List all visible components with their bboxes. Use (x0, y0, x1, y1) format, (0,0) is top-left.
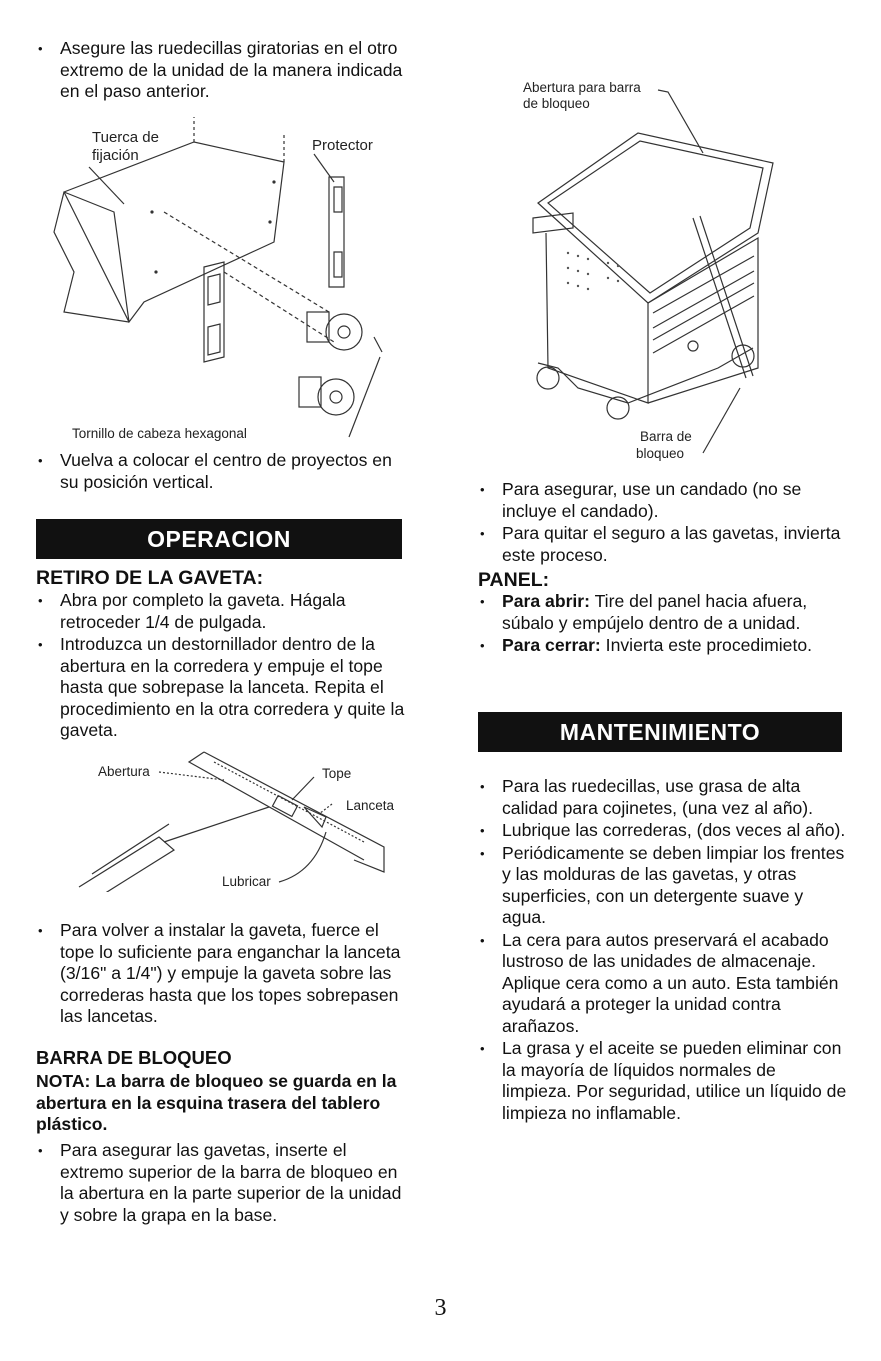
protector-right (329, 177, 344, 287)
panel-close-label: Para cerrar: (502, 635, 601, 655)
panel-close-text: Invierta este procedimieto. (600, 635, 813, 655)
list-item: • Lubrique las correderas, (dos veces al año). (478, 820, 850, 842)
list-item: • Introduzca un destornillador dentro de la abertura en la corredera y empuje el tope hasta que sobrepase la lanceta. Repita el procedimiento en la otra corredera y quite la gaveta. (36, 634, 408, 742)
cabinet-top-edge (194, 117, 284, 162)
nut-label-line1: Tuerca de (92, 129, 159, 146)
stop-label: Tope (322, 766, 352, 781)
list-item: • Para quitar el seguro a las gavetas, invierta este proceso. (478, 523, 850, 566)
cart-top-inner (548, 141, 763, 293)
nut-leader (89, 167, 124, 204)
caster-upper (307, 312, 362, 350)
panel-open-text: Tire del panel hacia afuera, súbalo y empújelo dentro de a unidad. (502, 591, 808, 633)
list-item: • Vuelva a colocar el centro de proyectos en su posición vertical. (36, 450, 408, 493)
cabinet-broken-edge (54, 192, 129, 322)
drawer-slide-figure (64, 742, 394, 892)
after-figure1-list (36, 450, 408, 494)
lance-leader (319, 804, 332, 814)
panel-list (478, 591, 850, 658)
list-item: • La cera para autos preservará el acabado lustroso de las unidades de almacenaje. Aplique cera como a un auto. Esta también ayudará a proteger la unidad contra arañazos. (478, 930, 850, 1038)
list-item: • Para volver a instalar la gaveta, fuerce el tope lo suficiente para enganchar la lanceta (3/16" a 1/4") y empuje la gaveta sobre las correderas hasta que los topes sobrepasen las lancetas. (36, 920, 408, 1028)
retiro-title: RETIRO DE LA GAVETA: (36, 567, 264, 589)
screwdriver-handle (79, 837, 174, 892)
list-item (478, 591, 850, 634)
mantenimiento-header: MANTENIMIENTO (478, 712, 842, 752)
barra-list (36, 1140, 408, 1227)
page-number: 3 (434, 1295, 447, 1321)
panel-open-label: Para abrir: (502, 591, 591, 611)
maintenance-list (478, 776, 850, 1125)
list-item: • Para asegurar las gavetas, inserte el extremo superior de la barra de bloqueo en la abertura en la parte superior de la unidad y sobre la grapa en la base. (36, 1140, 408, 1226)
list-item: • Periódicamente se deben limpiar los frentes y las molduras de las gavetas, y otras superficies, con un detergente suave y agua. (478, 843, 850, 929)
opening-bar-label-line1: Abertura para barra (523, 80, 641, 95)
intro-list (36, 38, 408, 104)
opening-bar-leader (658, 90, 703, 153)
list-item: • Para asegurar, use un candado (no se incluye el candado). (478, 479, 850, 522)
protector-left (204, 262, 224, 362)
protector-leader (314, 154, 334, 182)
caster-assembly-figure (44, 112, 404, 447)
list-item: • Para las ruedecillas, use grasa de alta calidad para cojinetes, (una vez al año). (478, 776, 850, 819)
cart-lock (688, 341, 698, 351)
retiro-list (36, 590, 408, 743)
bar-label-line1: Barra de (640, 429, 692, 444)
lube-leader (279, 832, 326, 882)
bolt-holes (150, 180, 275, 273)
screwdriver-handle-ridge (92, 824, 169, 874)
protector-label: Protector (312, 137, 373, 154)
lance-label: Lanceta (346, 798, 394, 813)
barra-title: BARRA DE BLOQUEO (36, 1047, 232, 1068)
bar-leader (703, 388, 740, 453)
operacion-header: OPERACION (36, 519, 402, 559)
opening-label: Abertura (98, 764, 150, 779)
screwdriver-shaft (164, 807, 269, 842)
panel-title: PANEL: (478, 569, 550, 591)
tool-cart-figure (478, 78, 850, 473)
caster-lower (299, 377, 354, 415)
assembly-lines (164, 212, 334, 342)
reinstall-list (36, 920, 408, 1029)
list-item: • La grasa y el aceite se pueden eliminar con la mayoría de líquidos normales de limpieza. Por seguridad, utilice un líquido de limpieza no inflamable. (478, 1038, 850, 1124)
cart-side (546, 233, 648, 403)
nut-label-line2: fijación (92, 147, 139, 164)
opening-bar-label-line2: de bloqueo (523, 96, 590, 111)
cart-casters (537, 345, 754, 419)
list-item: • Asegure las ruedecillas giratorias en el otro extremo de la unidad de la manera indicada en el paso anterior. (36, 38, 408, 103)
pegboard (567, 252, 619, 290)
hex-bolt (374, 337, 382, 352)
bolt-label: Tornillo de cabeza hexagonal (72, 426, 247, 441)
lock-list (478, 479, 850, 567)
cabinet-panel (64, 142, 284, 322)
list-item: • Abra por completo la gaveta. Hágala retroceder 1/4 de pulgada. (36, 590, 408, 633)
stop-leader (292, 777, 314, 800)
barra-note: NOTA: La barra de bloqueo se guarda en la abertura en la esquina trasera del tablero plástico. (36, 1071, 397, 1134)
list-item (478, 635, 850, 657)
lube-label: Lubricar (222, 874, 271, 889)
bar-label-line2: bloqueo (636, 446, 685, 461)
